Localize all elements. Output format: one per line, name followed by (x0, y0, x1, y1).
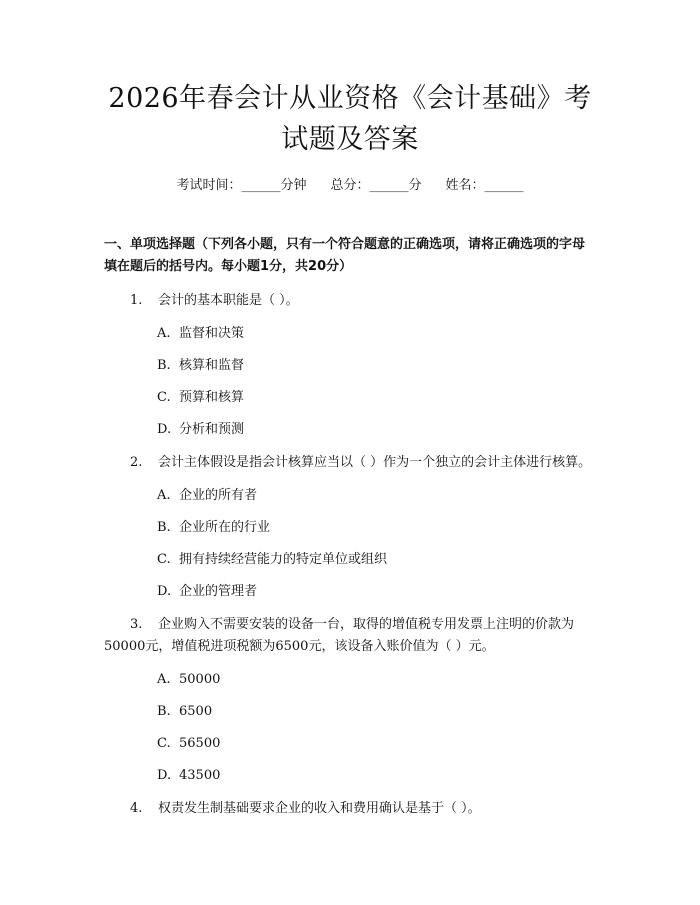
question-1 (104, 290, 596, 312)
option-a (104, 670, 596, 690)
total-score-label: 总分：______分 (330, 178, 422, 193)
option-letter: B. (157, 358, 171, 373)
option-text: 分析和预测 (179, 422, 245, 437)
option-b (104, 356, 596, 376)
option-text: 56500 (179, 736, 221, 751)
option-letter: D. (157, 584, 172, 599)
exam-meta (104, 176, 596, 196)
option-d (104, 420, 596, 440)
option-text: 企业所在的行业 (179, 520, 271, 535)
option-a (104, 324, 596, 344)
name-label: 姓名：______ (445, 178, 524, 193)
option-text: 监督和决策 (179, 326, 245, 341)
option-letter: C. (157, 552, 171, 567)
question-3 (104, 614, 596, 658)
option-letter: A. (157, 326, 171, 341)
question-number: 2. (130, 455, 143, 470)
question-2-options (104, 486, 596, 602)
option-letter: D. (157, 768, 172, 783)
option-d (104, 766, 596, 786)
option-c (104, 734, 596, 754)
question-number: 3. (130, 617, 143, 632)
option-text: 50000 (179, 672, 221, 687)
question-text: 会计的基本职能是（ ）。 (158, 293, 299, 308)
option-text: 企业的管理者 (179, 584, 258, 599)
option-letter: A. (157, 488, 171, 503)
option-letter: C. (157, 736, 171, 751)
option-b (104, 518, 596, 538)
option-text: 43500 (179, 768, 221, 783)
option-letter: B. (157, 520, 171, 535)
option-text: 拥有持续经营能力的特定单位或组织 (179, 552, 388, 567)
option-d (104, 582, 596, 602)
question-number: 1. (130, 293, 143, 308)
question-number: 4. (130, 801, 143, 816)
question-text: 会计主体假设是指会计核算应当以（ ）作为一个独立的会计主体进行核算。 (158, 455, 592, 470)
question-3-options (104, 670, 596, 786)
option-letter: C. (157, 390, 171, 405)
option-a (104, 486, 596, 506)
option-text: 预算和核算 (179, 390, 245, 405)
question-1-options (104, 324, 596, 440)
option-c (104, 388, 596, 408)
option-text: 企业的所有者 (179, 488, 258, 503)
exam-time-label: 考试时间：______分钟 (176, 178, 307, 193)
option-text: 核算和监督 (179, 358, 245, 373)
section-heading: 一、单项选择题（下列各小题，只有一个符合题意的正确选项，请将正确选项的字母填在题后的括号内。每小题1分，共20分） (104, 237, 586, 274)
option-letter: A. (157, 672, 171, 687)
question-4 (104, 798, 596, 820)
option-text: 6500 (179, 704, 213, 719)
question-text: 企业购入不需要安装的设备一台，取得的增值税专用发票上注明的价款为50000元，增值税进项税额为6500元，该设备入账价值为（ ）元。 (104, 617, 575, 654)
option-b (104, 702, 596, 722)
option-letter: D. (157, 422, 172, 437)
document-title: 2026年春会计从业资格《会计基础》考试题及答案 (108, 83, 592, 155)
option-c (104, 550, 596, 570)
question-2 (104, 452, 596, 474)
question-text: 权责发生制基础要求企业的收入和费用确认是基于（ ）。 (158, 801, 481, 816)
option-letter: B. (157, 704, 171, 719)
